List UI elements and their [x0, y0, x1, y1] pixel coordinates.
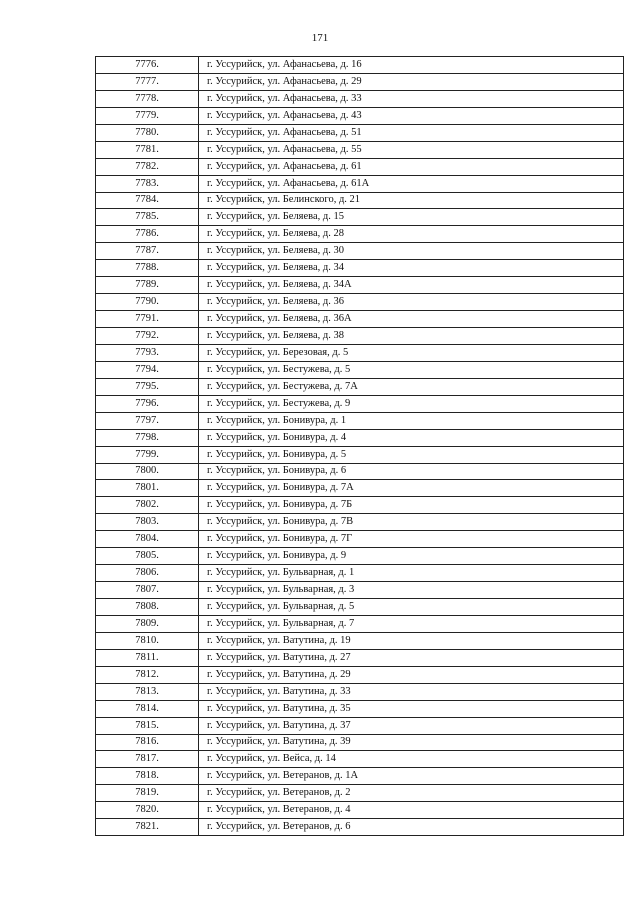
address-cell: г. Уссурийск, ул. Беляева, д. 30: [199, 243, 624, 260]
address-cell: г. Уссурийск, ул. Бонивура, д. 5: [199, 446, 624, 463]
address-cell: г. Уссурийск, ул. Ватутина, д. 27: [199, 649, 624, 666]
table-row: [96, 717, 624, 734]
table-row: [96, 311, 624, 328]
address-cell: г. Уссурийск, ул. Бонивура, д. 7А: [199, 480, 624, 497]
table-row: [96, 328, 624, 345]
row-number-cell: 7820.: [96, 802, 199, 819]
row-number-cell: 7787.: [96, 243, 199, 260]
address-cell: г. Уссурийск, ул. Бонивура, д. 7В: [199, 514, 624, 531]
row-number-cell: 7776.: [96, 57, 199, 74]
address-cell: г. Уссурийск, ул. Ватутина, д. 33: [199, 683, 624, 700]
address-cell: г. Уссурийск, ул. Беляева, д. 34А: [199, 277, 624, 294]
address-cell: г. Уссурийск, ул. Беляева, д. 28: [199, 226, 624, 243]
table-row: [96, 192, 624, 209]
address-cell: г. Уссурийск, ул. Бонивура, д. 7Г: [199, 531, 624, 548]
row-number-cell: 7817.: [96, 751, 199, 768]
address-cell: г. Уссурийск, ул. Бульварная, д. 5: [199, 599, 624, 616]
row-number-cell: 7786.: [96, 226, 199, 243]
table-row: [96, 158, 624, 175]
address-cell: г. Уссурийск, ул. Бонивура, д. 1: [199, 412, 624, 429]
row-number-cell: 7818.: [96, 768, 199, 785]
address-table-body: [96, 57, 624, 836]
address-cell: г. Уссурийск, ул. Афанасьева, д. 29: [199, 73, 624, 90]
address-cell: г. Уссурийск, ул. Афанасьева, д. 55: [199, 141, 624, 158]
table-row: [96, 260, 624, 277]
row-number-cell: 7804.: [96, 531, 199, 548]
row-number-cell: 7783.: [96, 175, 199, 192]
row-number-cell: 7811.: [96, 649, 199, 666]
row-number-cell: 7796.: [96, 395, 199, 412]
row-number-cell: 7809.: [96, 615, 199, 632]
address-cell: г. Уссурийск, ул. Бульварная, д. 7: [199, 615, 624, 632]
table-row: [96, 819, 624, 836]
table-row: [96, 751, 624, 768]
row-number-cell: 7805.: [96, 548, 199, 565]
address-cell: г. Уссурийск, ул. Ватутина, д. 35: [199, 700, 624, 717]
address-cell: г. Уссурийск, ул. Беляева, д. 38: [199, 328, 624, 345]
address-cell: г. Уссурийск, ул. Бонивура, д. 9: [199, 548, 624, 565]
address-cell: г. Уссурийск, ул. Ветеранов, д. 1А: [199, 768, 624, 785]
row-number-cell: 7800.: [96, 463, 199, 480]
table-row: [96, 666, 624, 683]
table-row: [96, 429, 624, 446]
row-number-cell: 7797.: [96, 412, 199, 429]
address-cell: г. Уссурийск, ул. Бульварная, д. 3: [199, 582, 624, 599]
table-row: [96, 378, 624, 395]
table-row: [96, 446, 624, 463]
address-cell: г. Уссурийск, ул. Афанасьева, д. 43: [199, 107, 624, 124]
row-number-cell: 7785.: [96, 209, 199, 226]
table-row: [96, 124, 624, 141]
row-number-cell: 7780.: [96, 124, 199, 141]
table-row: [96, 599, 624, 616]
table-row: [96, 480, 624, 497]
row-number-cell: 7813.: [96, 683, 199, 700]
row-number-cell: 7803.: [96, 514, 199, 531]
table-row: [96, 649, 624, 666]
row-number-cell: 7798.: [96, 429, 199, 446]
row-number-cell: 7793.: [96, 344, 199, 361]
table-row: [96, 395, 624, 412]
address-cell: г. Уссурийск, ул. Бестужева, д. 5: [199, 361, 624, 378]
row-number-cell: 7784.: [96, 192, 199, 209]
address-cell: г. Уссурийск, ул. Афанасьева, д. 61: [199, 158, 624, 175]
address-cell: г. Уссурийск, ул. Бонивура, д. 7Б: [199, 497, 624, 514]
table-row: [96, 514, 624, 531]
table-row: [96, 582, 624, 599]
table-row: [96, 209, 624, 226]
table-row: [96, 344, 624, 361]
table-row: [96, 226, 624, 243]
table-row: [96, 277, 624, 294]
row-number-cell: 7810.: [96, 632, 199, 649]
table-row: [96, 107, 624, 124]
table-row: [96, 683, 624, 700]
row-number-cell: 7816.: [96, 734, 199, 751]
address-cell: г. Уссурийск, ул. Вейса, д. 14: [199, 751, 624, 768]
row-number-cell: 7792.: [96, 328, 199, 345]
table-row: [96, 497, 624, 514]
address-cell: г. Уссурийск, ул. Афанасьева, д. 33: [199, 90, 624, 107]
row-number-cell: 7812.: [96, 666, 199, 683]
address-cell: г. Уссурийск, ул. Белинского, д. 21: [199, 192, 624, 209]
table-row: [96, 243, 624, 260]
table-row: [96, 565, 624, 582]
address-cell: г. Уссурийск, ул. Ватутина, д. 37: [199, 717, 624, 734]
address-cell: г. Уссурийск, ул. Беляева, д. 36: [199, 294, 624, 311]
address-cell: г. Уссурийск, ул. Бонивура, д. 6: [199, 463, 624, 480]
table-row: [96, 90, 624, 107]
address-cell: г. Уссурийск, ул. Ветеранов, д. 2: [199, 785, 624, 802]
table-row: [96, 141, 624, 158]
address-cell: г. Уссурийск, ул. Ватутина, д. 19: [199, 632, 624, 649]
address-cell: г. Уссурийск, ул. Беляева, д. 15: [199, 209, 624, 226]
table-row: [96, 615, 624, 632]
row-number-cell: 7791.: [96, 311, 199, 328]
address-cell: г. Уссурийск, ул. Беляева, д. 34: [199, 260, 624, 277]
address-cell: г. Уссурийск, ул. Бестужева, д. 9: [199, 395, 624, 412]
table-row: [96, 361, 624, 378]
address-cell: г. Уссурийск, ул. Беляева, д. 36А: [199, 311, 624, 328]
table-row: [96, 412, 624, 429]
row-number-cell: 7779.: [96, 107, 199, 124]
address-cell: г. Уссурийск, ул. Бонивура, д. 4: [199, 429, 624, 446]
table-row: [96, 734, 624, 751]
table-row: [96, 294, 624, 311]
row-number-cell: 7814.: [96, 700, 199, 717]
row-number-cell: 7799.: [96, 446, 199, 463]
table-row: [96, 768, 624, 785]
row-number-cell: 7795.: [96, 378, 199, 395]
table-row: [96, 548, 624, 565]
row-number-cell: 7794.: [96, 361, 199, 378]
table-row: [96, 802, 624, 819]
row-number-cell: 7802.: [96, 497, 199, 514]
table-row: [96, 175, 624, 192]
row-number-cell: 7819.: [96, 785, 199, 802]
table-row: [96, 785, 624, 802]
page-number: 171: [311, 32, 329, 44]
table-row: [96, 700, 624, 717]
address-cell: г. Уссурийск, ул. Березовая, д. 5: [199, 344, 624, 361]
address-cell: г. Уссурийск, ул. Афанасьева, д. 61А: [199, 175, 624, 192]
table-row: [96, 463, 624, 480]
address-cell: г. Уссурийск, ул. Ватутина, д. 39: [199, 734, 624, 751]
row-number-cell: 7790.: [96, 294, 199, 311]
row-number-cell: 7821.: [96, 819, 199, 836]
table-row: [96, 57, 624, 74]
address-cell: г. Уссурийск, ул. Афанасьева, д. 16: [199, 57, 624, 74]
address-cell: г. Уссурийск, ул. Бестужева, д. 7А: [199, 378, 624, 395]
row-number-cell: 7789.: [96, 277, 199, 294]
row-number-cell: 7777.: [96, 73, 199, 90]
row-number-cell: 7778.: [96, 90, 199, 107]
row-number-cell: 7781.: [96, 141, 199, 158]
row-number-cell: 7782.: [96, 158, 199, 175]
row-number-cell: 7808.: [96, 599, 199, 616]
table-row: [96, 632, 624, 649]
table-row: [96, 73, 624, 90]
row-number-cell: 7815.: [96, 717, 199, 734]
row-number-cell: 7807.: [96, 582, 199, 599]
table-row: [96, 531, 624, 548]
row-number-cell: 7801.: [96, 480, 199, 497]
address-cell: г. Уссурийск, ул. Ветеранов, д. 4: [199, 802, 624, 819]
address-cell: г. Уссурийск, ул. Афанасьева, д. 51: [199, 124, 624, 141]
row-number-cell: 7788.: [96, 260, 199, 277]
row-number-cell: 7806.: [96, 565, 199, 582]
address-table: [95, 56, 624, 836]
address-cell: г. Уссурийск, ул. Бульварная, д. 1: [199, 565, 624, 582]
address-cell: г. Уссурийск, ул. Ветеранов, д. 6: [199, 819, 624, 836]
address-cell: г. Уссурийск, ул. Ватутина, д. 29: [199, 666, 624, 683]
